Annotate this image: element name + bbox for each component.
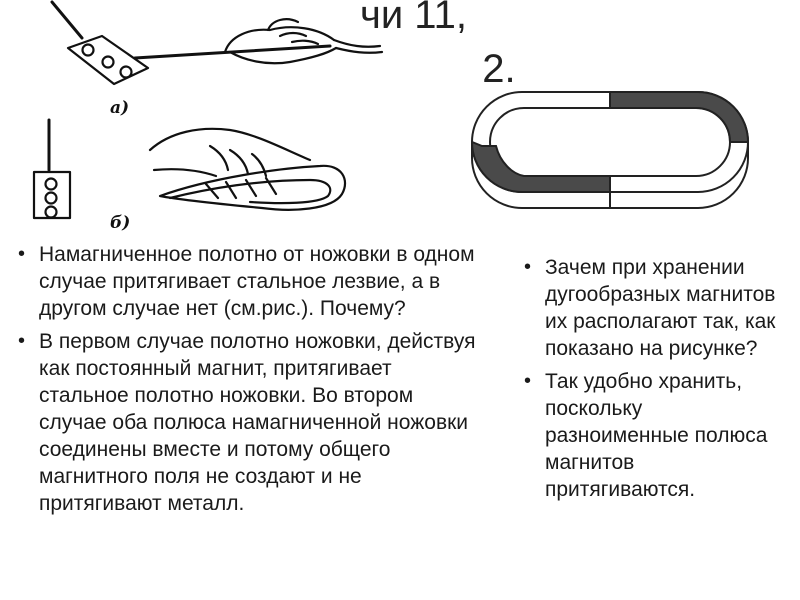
horseshoe-magnets-illustration [460, 80, 760, 220]
hacksaw-figure [30, 0, 400, 245]
hacksaw-illustration [30, 0, 400, 245]
slide-title-fragment: чи 11, 2. [360, 0, 516, 91]
left-bullet-list [12, 241, 482, 523]
list-item: • В первом случае полотно ножовки, действуя как постоянный магнит, притягивает стальное полотно ножовки. Во втором случае оба полюса намагниченной ножовки соединены вместе и потому общего магнитного поля не создают и не притягивают металл. [12, 328, 482, 517]
list-item: • Так удобно хранить, поскольку разноименные полюса магнитов притягиваются. [518, 368, 788, 503]
figure-label-b: б) [110, 213, 131, 233]
figure-label-a: а) [110, 98, 130, 118]
list-item: • Намагниченное полотно от ножовки в одном случае притягивает стальное лезвие, а в другом случае нет (см.рис.). Почему? [12, 241, 482, 322]
magnets-figure [460, 80, 760, 220]
list-item: • Зачем при хранении дугообразных магнитов их располагают так, как показано на рисунке? [518, 254, 788, 362]
right-bullet-list [518, 254, 788, 509]
